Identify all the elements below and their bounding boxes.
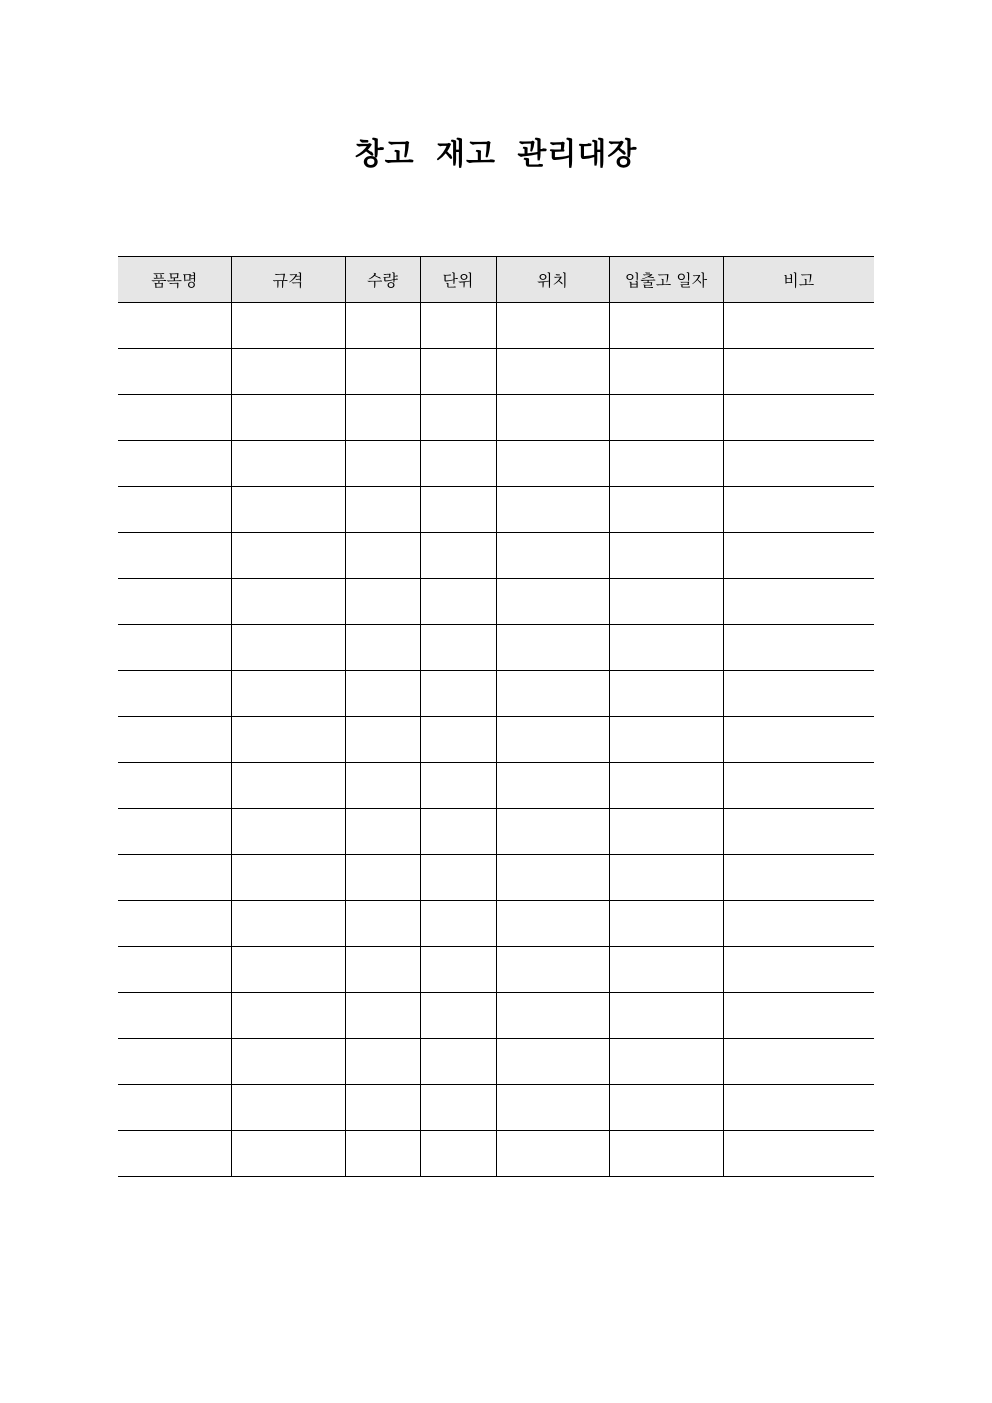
cell-remarks[interactable] <box>723 441 874 487</box>
cell-remarks[interactable] <box>723 395 874 441</box>
column-header-quantity: 수량 <box>345 257 420 303</box>
cell-location[interactable] <box>496 809 609 855</box>
cell-location[interactable] <box>496 717 609 763</box>
cell-quantity[interactable] <box>345 947 420 993</box>
cell-date[interactable] <box>609 1085 723 1131</box>
cell-quantity[interactable] <box>345 993 420 1039</box>
cell-unit[interactable] <box>420 1039 496 1085</box>
cell-unit[interactable] <box>420 717 496 763</box>
column-header-location: 위치 <box>496 257 609 303</box>
cell-date[interactable] <box>609 441 723 487</box>
cell-date[interactable] <box>609 855 723 901</box>
table-row <box>118 993 874 1039</box>
cell-item-name[interactable] <box>118 1131 231 1177</box>
cell-item-name[interactable] <box>118 487 231 533</box>
cell-date[interactable] <box>609 947 723 993</box>
cell-spec[interactable] <box>231 441 345 487</box>
cell-item-name[interactable] <box>118 349 231 395</box>
cell-quantity[interactable] <box>345 349 420 395</box>
cell-spec[interactable] <box>231 349 345 395</box>
cell-quantity[interactable] <box>345 763 420 809</box>
table-row <box>118 1039 874 1085</box>
cell-location[interactable] <box>496 901 609 947</box>
cell-spec[interactable] <box>231 1085 345 1131</box>
cell-date[interactable] <box>609 349 723 395</box>
cell-item-name[interactable] <box>118 901 231 947</box>
table-row <box>118 1085 874 1131</box>
cell-spec[interactable] <box>231 855 345 901</box>
cell-date[interactable] <box>609 671 723 717</box>
cell-quantity[interactable] <box>345 579 420 625</box>
cell-date[interactable] <box>609 717 723 763</box>
cell-unit[interactable] <box>420 533 496 579</box>
cell-quantity[interactable] <box>345 625 420 671</box>
column-header-date: 입출고 일자 <box>609 257 723 303</box>
table-row <box>118 303 874 349</box>
cell-date[interactable] <box>609 1039 723 1085</box>
column-header-unit: 단위 <box>420 257 496 303</box>
table-row <box>118 441 874 487</box>
cell-remarks[interactable] <box>723 487 874 533</box>
cell-remarks[interactable] <box>723 1131 874 1177</box>
cell-location[interactable] <box>496 993 609 1039</box>
cell-spec[interactable] <box>231 303 345 349</box>
cell-unit[interactable] <box>420 855 496 901</box>
cell-unit[interactable] <box>420 763 496 809</box>
cell-item-name[interactable] <box>118 993 231 1039</box>
cell-unit[interactable] <box>420 487 496 533</box>
cell-unit[interactable] <box>420 1131 496 1177</box>
cell-item-name[interactable] <box>118 533 231 579</box>
cell-location[interactable] <box>496 533 609 579</box>
cell-remarks[interactable] <box>723 625 874 671</box>
table-row <box>118 763 874 809</box>
table-row <box>118 855 874 901</box>
cell-item-name[interactable] <box>118 1039 231 1085</box>
table-row <box>118 533 874 579</box>
cell-remarks[interactable] <box>723 1039 874 1085</box>
cell-remarks[interactable] <box>723 303 874 349</box>
cell-quantity[interactable] <box>345 1085 420 1131</box>
table-row <box>118 579 874 625</box>
cell-spec[interactable] <box>231 717 345 763</box>
cell-date[interactable] <box>609 993 723 1039</box>
cell-item-name[interactable] <box>118 303 231 349</box>
cell-quantity[interactable] <box>345 441 420 487</box>
cell-spec[interactable] <box>231 763 345 809</box>
cell-location[interactable] <box>496 763 609 809</box>
cell-unit[interactable] <box>420 671 496 717</box>
table-row <box>118 809 874 855</box>
cell-date[interactable] <box>609 625 723 671</box>
cell-spec[interactable] <box>231 993 345 1039</box>
cell-remarks[interactable] <box>723 947 874 993</box>
cell-quantity[interactable] <box>345 487 420 533</box>
cell-unit[interactable] <box>420 901 496 947</box>
cell-remarks[interactable] <box>723 579 874 625</box>
cell-location[interactable] <box>496 441 609 487</box>
cell-location[interactable] <box>496 1085 609 1131</box>
cell-remarks[interactable] <box>723 855 874 901</box>
cell-spec[interactable] <box>231 487 345 533</box>
inventory-ledger-table <box>118 256 874 1177</box>
column-header-item-name: 품목명 <box>118 257 231 303</box>
table-row <box>118 901 874 947</box>
cell-location[interactable] <box>496 303 609 349</box>
column-header-spec: 규격 <box>231 257 345 303</box>
cell-remarks[interactable] <box>723 349 874 395</box>
cell-unit[interactable] <box>420 993 496 1039</box>
cell-spec[interactable] <box>231 1131 345 1177</box>
cell-unit[interactable] <box>420 809 496 855</box>
cell-item-name[interactable] <box>118 763 231 809</box>
cell-quantity[interactable] <box>345 1039 420 1085</box>
cell-quantity[interactable] <box>345 901 420 947</box>
cell-unit[interactable] <box>420 579 496 625</box>
cell-quantity[interactable] <box>345 855 420 901</box>
cell-date[interactable] <box>609 901 723 947</box>
cell-item-name[interactable] <box>118 579 231 625</box>
table-body <box>118 303 874 1177</box>
cell-quantity[interactable] <box>345 303 420 349</box>
table-row <box>118 395 874 441</box>
cell-location[interactable] <box>496 579 609 625</box>
cell-unit[interactable] <box>420 947 496 993</box>
table-row <box>118 947 874 993</box>
cell-spec[interactable] <box>231 809 345 855</box>
cell-item-name[interactable] <box>118 809 231 855</box>
cell-item-name[interactable] <box>118 625 231 671</box>
cell-item-name[interactable] <box>118 717 231 763</box>
cell-unit[interactable] <box>420 625 496 671</box>
table-header-row <box>118 257 874 303</box>
cell-unit[interactable] <box>420 441 496 487</box>
page-title: 창고 재고 관리대장 <box>354 137 638 172</box>
cell-quantity[interactable] <box>345 717 420 763</box>
cell-location[interactable] <box>496 1039 609 1085</box>
table-row <box>118 717 874 763</box>
cell-unit[interactable] <box>420 1085 496 1131</box>
table-row <box>118 625 874 671</box>
cell-quantity[interactable] <box>345 395 420 441</box>
cell-date[interactable] <box>609 763 723 809</box>
cell-quantity[interactable] <box>345 533 420 579</box>
cell-spec[interactable] <box>231 533 345 579</box>
cell-remarks[interactable] <box>723 763 874 809</box>
cell-date[interactable] <box>609 303 723 349</box>
cell-remarks[interactable] <box>723 533 874 579</box>
cell-item-name[interactable] <box>118 855 231 901</box>
cell-remarks[interactable] <box>723 671 874 717</box>
cell-date[interactable] <box>609 1131 723 1177</box>
cell-item-name[interactable] <box>118 395 231 441</box>
cell-spec[interactable] <box>231 395 345 441</box>
column-header-remarks: 비고 <box>723 257 874 303</box>
cell-location[interactable] <box>496 395 609 441</box>
cell-item-name[interactable] <box>118 441 231 487</box>
cell-remarks[interactable] <box>723 717 874 763</box>
cell-location[interactable] <box>496 625 609 671</box>
table-row <box>118 1131 874 1177</box>
cell-date[interactable] <box>609 533 723 579</box>
cell-date[interactable] <box>609 487 723 533</box>
cell-remarks[interactable] <box>723 901 874 947</box>
cell-location[interactable] <box>496 855 609 901</box>
cell-spec[interactable] <box>231 579 345 625</box>
cell-location[interactable] <box>496 1131 609 1177</box>
cell-unit[interactable] <box>420 395 496 441</box>
cell-location[interactable] <box>496 487 609 533</box>
cell-spec[interactable] <box>231 901 345 947</box>
cell-spec[interactable] <box>231 1039 345 1085</box>
cell-location[interactable] <box>496 671 609 717</box>
cell-remarks[interactable] <box>723 809 874 855</box>
cell-item-name[interactable] <box>118 671 231 717</box>
cell-quantity[interactable] <box>345 809 420 855</box>
cell-unit[interactable] <box>420 303 496 349</box>
table-row <box>118 349 874 395</box>
cell-location[interactable] <box>496 349 609 395</box>
cell-spec[interactable] <box>231 625 345 671</box>
table-row <box>118 671 874 717</box>
cell-spec[interactable] <box>231 671 345 717</box>
cell-location[interactable] <box>496 947 609 993</box>
table-row <box>118 487 874 533</box>
cell-remarks[interactable] <box>723 993 874 1039</box>
cell-spec[interactable] <box>231 947 345 993</box>
cell-date[interactable] <box>609 579 723 625</box>
cell-item-name[interactable] <box>118 947 231 993</box>
cell-date[interactable] <box>609 809 723 855</box>
cell-item-name[interactable] <box>118 1085 231 1131</box>
cell-quantity[interactable] <box>345 1131 420 1177</box>
cell-quantity[interactable] <box>345 671 420 717</box>
cell-unit[interactable] <box>420 349 496 395</box>
cell-remarks[interactable] <box>723 1085 874 1131</box>
cell-date[interactable] <box>609 395 723 441</box>
